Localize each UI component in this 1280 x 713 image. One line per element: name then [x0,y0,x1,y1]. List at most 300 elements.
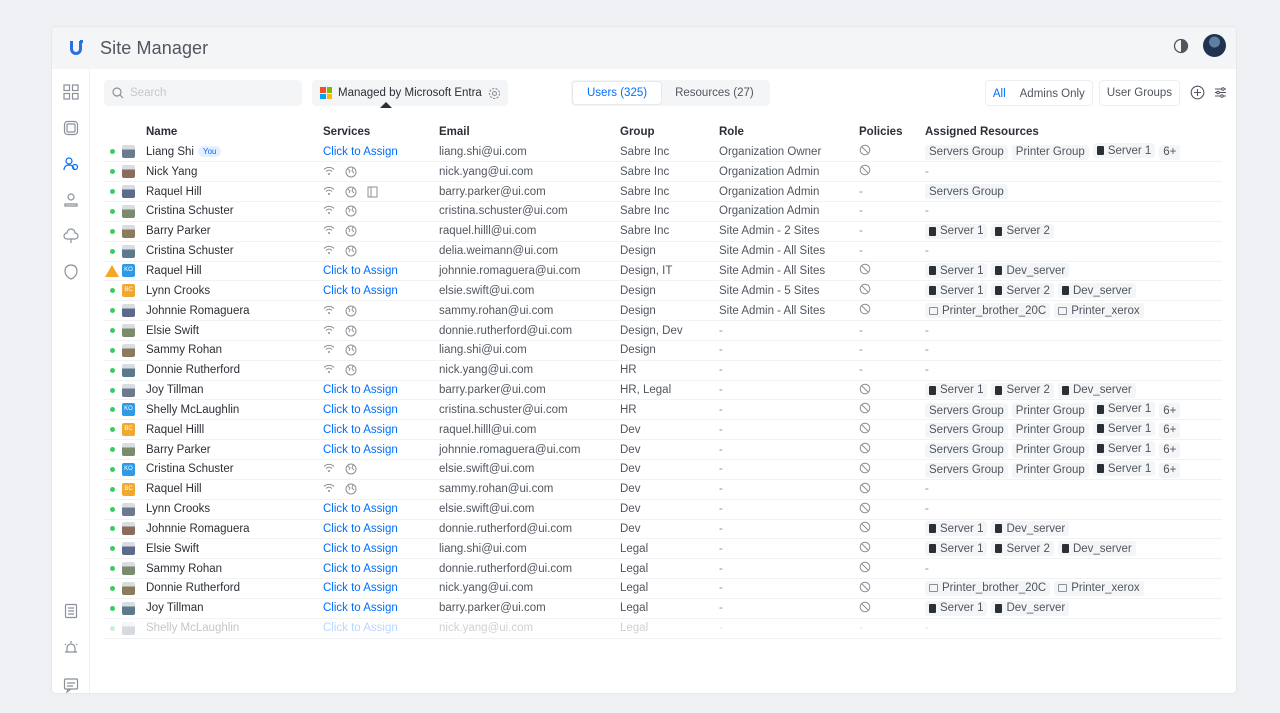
resource-chip[interactable] [925,383,987,398]
resource-label: Printer Group [1015,146,1085,159]
top-bar [52,27,1236,69]
user-email: liang.shi@ui.com [439,145,527,158]
user-group: Legal [620,582,649,595]
policy-icon[interactable] [859,541,871,553]
user-role: - [719,602,723,615]
resource-chip[interactable] [1058,283,1136,298]
online-status-icon [110,586,115,591]
policy-icon[interactable] [859,462,871,474]
header-name[interactable]: Name [146,126,178,138]
service-icons[interactable] [323,305,357,317]
document-icon [367,186,378,198]
resource-chip[interactable] [1012,423,1089,438]
entra-sync-badge[interactable] [312,80,508,106]
resource-label: Server 2 [1006,542,1050,555]
table-row[interactable] [104,598,1222,618]
devices-icon[interactable] [61,118,81,138]
table-row[interactable] [104,499,1222,519]
policy-icon[interactable] [859,164,871,176]
service-icons[interactable] [323,225,357,237]
assign-services-link[interactable]: Click to Assign [323,542,398,555]
resource-chip[interactable] [925,283,987,298]
resource-empty: - [925,344,929,357]
resource-chip[interactable] [991,541,1053,556]
assign-services-link[interactable]: Click to Assign [323,602,398,615]
policy-icon[interactable] [859,502,871,514]
vpn-icon [345,205,357,217]
user-role: - [719,443,723,456]
user-role: - [719,364,723,377]
wifi-icon [323,325,335,335]
resource-chip[interactable] [925,184,1008,199]
add-icon[interactable] [1190,85,1205,100]
resource-chip[interactable] [991,601,1069,616]
vpn-icon [345,344,357,356]
resource-chip[interactable] [1159,423,1180,438]
resource-chip[interactable] [1093,421,1155,436]
filter-user-groups[interactable]: User Groups [1099,80,1180,106]
resource-label: Printer Group [1015,444,1085,457]
resource-label: Servers Group [929,464,1004,477]
policy-empty: - [859,344,863,357]
policy-icon[interactable] [859,422,871,434]
user-role: - [719,503,723,516]
user-name[interactable]: Liang Shi [146,145,194,158]
user-email: nick.yang@ui.com [439,622,534,635]
resource-chip[interactable] [1093,461,1155,476]
user-name[interactable]: Barry Parker [146,225,211,238]
user-name[interactable]: Raquel Hilll [146,423,205,436]
resource-chip[interactable] [925,541,987,556]
resource-chip[interactable] [925,263,987,278]
resource-label: Server 1 [940,284,984,297]
assign-services-link[interactable]: Click to Assign [323,582,398,595]
server-icon [995,524,1002,533]
online-status-icon [110,209,115,214]
policy-icon[interactable] [859,383,871,395]
resource-chip[interactable] [925,601,987,616]
user-role: - [719,582,723,595]
table-row[interactable] [104,261,1222,281]
online-status-icon [110,229,115,234]
wifi-icon [323,245,335,255]
user-name[interactable]: Johnnie Romaguera [146,522,250,535]
user-email: sammy.rohan@ui.com [439,304,554,317]
resource-chip[interactable] [925,423,1008,438]
user-group: Design [620,245,656,258]
service-icons[interactable] [323,483,357,495]
online-status-icon [110,249,115,254]
user-email: nick.yang@ui.com [439,582,534,595]
table-row[interactable] [104,579,1222,599]
vpn-icon [345,186,357,198]
resource-label: Server 1 [1107,144,1152,157]
resource-empty: - [925,205,929,218]
avatar [122,145,135,158]
resource-chip[interactable] [1159,403,1180,418]
user-role: Site Admin - All Sites [719,245,826,258]
resource-chip[interactable] [1093,402,1155,417]
cloud-icon[interactable] [61,226,81,246]
policy-icon[interactable] [859,601,871,613]
user-name[interactable]: Donnie Rutherford [146,364,240,377]
resource-chip[interactable] [1012,403,1089,418]
policy-icon[interactable] [859,561,871,573]
user-role: - [719,483,723,496]
assign-services-link[interactable]: Click to Assign [323,423,398,436]
server-icon [995,386,1002,395]
avatar: KO [122,403,135,416]
user-name[interactable]: Joy Tillman [146,602,204,615]
header-policies[interactable]: Policies [859,126,903,138]
server-icon [1097,405,1104,414]
shield-icon[interactable] [61,262,81,282]
user-role: - [719,622,723,635]
filter-admins-only[interactable]: Admins Only [1019,88,1085,100]
table-row[interactable] [104,142,1222,162]
resource-chip[interactable] [925,403,1008,418]
main-content [90,69,1236,693]
user-group: Sabre Inc [620,165,670,178]
header-group[interactable]: Group [620,126,655,138]
table-row[interactable] [104,202,1222,222]
avatar [122,582,135,595]
user-name[interactable]: Raquel Hill [146,264,202,277]
policy-icon[interactable] [859,283,871,295]
you-badge: You [198,146,222,157]
user-name[interactable]: Barry Parker [146,443,211,456]
table-row[interactable] [104,221,1222,241]
header-email[interactable]: Email [439,126,470,138]
wifi-icon [323,305,335,315]
filter-all[interactable]: All [992,88,1006,100]
resource-chip[interactable] [1054,303,1143,318]
avatar [122,225,135,238]
table-row[interactable] [104,380,1222,400]
resource-chip[interactable] [925,224,987,239]
resource-label: Printer Group [1015,404,1085,417]
assign-services-link[interactable]: Click to Assign [323,503,398,516]
policy-icon[interactable] [859,581,871,593]
resource-chip[interactable] [1012,145,1089,160]
policy-icon[interactable] [859,402,871,414]
table-row[interactable] [104,539,1222,559]
resource-label: Printer Group [1015,424,1085,437]
online-status-icon [110,447,115,452]
header-assigned-resources[interactable]: Assigned Resources [925,126,1039,138]
online-status-icon [110,308,115,313]
user-name[interactable]: Sammy Rohan [146,562,223,575]
resource-chip[interactable] [991,263,1069,278]
service-icons[interactable] [323,325,357,337]
service-icons[interactable] [323,205,357,217]
search-input[interactable] [130,87,290,99]
server-icon [1062,286,1069,295]
dashboard-icon[interactable] [61,82,81,102]
user-group: Sabre Inc [620,205,670,218]
table-row[interactable] [104,559,1222,579]
microsoft-logo-icon [320,87,332,99]
vpn-icon [345,325,357,337]
resource-label: Servers Group [929,404,1004,417]
user-name[interactable]: Raquel Hill [146,185,202,198]
resource-chip[interactable] [1012,443,1089,458]
column-settings-icon[interactable] [1213,85,1228,100]
user-name[interactable]: Johnnie Romaguera [146,304,250,317]
policy-icon[interactable] [859,144,871,156]
wifi-icon [323,205,335,215]
user-role: - [719,384,723,397]
avatar [122,165,135,178]
resource-chip[interactable] [1159,443,1180,458]
resource-label: Dev_server [1006,602,1066,615]
server-icon [995,286,1002,295]
table-row[interactable] [104,241,1222,261]
policy-empty: - [859,205,863,218]
user-name[interactable]: Cristina Schuster [146,245,234,258]
resource-chip[interactable] [925,443,1008,458]
user-email: barry.parker@ui.com [439,384,546,397]
table-row[interactable] [104,162,1222,182]
resource-label: 6+ [1163,444,1177,457]
table-row[interactable] [104,281,1222,301]
access-icon[interactable] [61,190,81,210]
service-icons[interactable] [323,364,357,376]
resource-label: Server 1 [940,264,984,277]
user-group: Design [620,304,656,317]
resource-chip[interactable] [1058,383,1136,398]
gear-icon[interactable] [488,87,501,100]
server-icon [1062,386,1069,395]
avatar [122,344,135,357]
table-row[interactable] [104,618,1222,638]
user-name[interactable]: Elsie Swift [146,324,200,337]
resource-label: Dev_server [1072,284,1132,297]
user-group: Sabre Inc [620,185,670,198]
resource-label: Printer Group [1015,464,1085,477]
ubiquiti-logo-icon[interactable] [66,38,86,58]
user-group: Legal [620,562,649,575]
user-email: sammy.rohan@ui.com [439,483,554,496]
user-email: cristina.schuster@ui.com [439,205,568,218]
header-services[interactable]: Services [323,126,371,138]
user-email: raquel.hilll@ui.com [439,225,537,238]
avatar [122,185,135,198]
wifi-icon [323,186,335,196]
table-row[interactable] [104,519,1222,539]
avatar [122,384,135,397]
theme-toggle-icon[interactable] [1173,38,1189,54]
resource-chip[interactable] [1054,581,1143,596]
search-box[interactable] [104,80,302,106]
users-icon[interactable] [61,154,81,174]
table-row[interactable] [104,301,1222,321]
table-row[interactable] [104,340,1222,360]
table-row[interactable] [104,321,1222,341]
vpn-icon [345,305,357,317]
user-name[interactable]: Shelly McLaughlin [146,622,240,635]
user-name[interactable]: Joy Tillman [146,384,204,397]
resource-label: Servers Group [929,185,1004,198]
assign-services-link[interactable]: Click to Assign [323,145,398,158]
avatar: BC [122,284,135,297]
resource-chip[interactable] [925,581,1050,596]
user-email: donnie.rutherford@ui.com [439,324,573,337]
assign-services-link[interactable]: Click to Assign [323,384,398,397]
avatar [122,542,135,555]
assign-services-link[interactable]: Click to Assign [323,403,398,416]
assign-services-link[interactable]: Click to Assign [323,264,398,277]
resource-label: Server 2 [1006,284,1050,297]
logs-icon[interactable] [61,601,81,621]
table-row[interactable] [104,420,1222,440]
service-icons[interactable] [323,166,357,178]
assign-services-link[interactable]: Click to Assign [323,562,398,575]
resource-chip[interactable] [1093,441,1155,456]
service-icons[interactable] [323,245,357,257]
header-role[interactable]: Role [719,126,744,138]
vpn-icon [345,245,357,257]
avatar [122,205,135,218]
resource-label: Server 1 [940,602,984,615]
user-name[interactable]: Sammy Rohan [146,344,223,357]
user-name[interactable]: Nick Yang [146,165,198,178]
warning-icon[interactable] [105,265,119,277]
user-name[interactable]: Lynn Crooks [146,503,211,516]
user-name[interactable]: Shelly McLaughlin [146,403,240,416]
filter-group [985,80,1180,106]
wifi-icon [323,166,335,176]
resource-chip[interactable] [1159,145,1180,160]
feedback-icon[interactable] [61,675,81,693]
user-role: - [719,463,723,476]
policy-empty: - [859,225,863,238]
resource-label: Dev_server [1006,522,1066,535]
avatar [122,304,135,317]
service-icons[interactable] [323,463,357,475]
user-group: Design [620,344,656,357]
resource-chip[interactable] [1058,541,1136,556]
resource-chip[interactable] [991,383,1053,398]
avatar [122,622,135,635]
resource-chip[interactable] [991,224,1053,239]
resource-empty: - [925,245,929,258]
user-name[interactable]: Cristina Schuster [146,463,234,476]
table-row[interactable] [104,479,1222,499]
wifi-icon [323,344,335,354]
table-row[interactable] [104,440,1222,460]
user-group: HR, Legal [620,384,672,397]
user-role: - [719,423,723,436]
service-icons[interactable] [323,344,357,356]
avatar [122,245,135,258]
user-name[interactable]: Lynn Crooks [146,284,211,297]
resource-chip[interactable] [925,463,1008,478]
resource-chip[interactable] [1012,463,1089,478]
service-icons[interactable] [323,186,378,198]
table-row[interactable] [104,360,1222,380]
table-row[interactable] [104,400,1222,420]
user-role: Organization Admin [719,205,820,218]
printer-icon [929,584,938,592]
server-icon [929,227,936,236]
policy-icon[interactable] [859,482,871,494]
alerts-icon[interactable] [61,638,81,658]
avatar [122,324,135,337]
user-group: Dev [620,443,641,456]
avatar [122,364,135,377]
resource-label: Server 1 [1107,462,1152,475]
resource-chip[interactable] [991,283,1053,298]
resource-chip[interactable] [991,521,1069,536]
resource-chip[interactable] [1159,463,1180,478]
tab-resources[interactable]: Resources (27) [675,87,754,99]
user-group: Sabre Inc [620,145,670,158]
avatar: KO [122,264,135,277]
user-role: Organization Owner [719,145,822,158]
resource-label: Server 1 [1107,403,1152,416]
resource-label: Server 1 [1107,422,1152,435]
resource-empty: - [925,364,929,377]
policy-icon[interactable] [859,263,871,275]
app-title: Site Manager [100,37,209,58]
avatar [122,522,135,535]
resource-label: Dev_server [1072,384,1132,397]
policy-empty: - [859,364,863,377]
assign-services-link[interactable]: Click to Assign [323,622,398,635]
resource-label: Server 1 [940,522,984,535]
user-group: Legal [620,542,649,555]
resource-label: Server 1 [1107,442,1152,455]
user-name[interactable]: Elsie Swift [146,542,200,555]
resource-chip[interactable] [1093,143,1155,158]
resource-label: Printer_brother_20C [942,582,1047,595]
table-row[interactable] [104,460,1222,480]
user-group: Legal [620,602,649,615]
app-window [52,27,1236,693]
avatar [122,562,135,575]
resource-label: 6+ [1163,424,1177,437]
policy-icon[interactable] [859,521,871,533]
avatar: BC [122,423,135,436]
resource-label: Server 1 [940,542,984,555]
user-role: - [719,324,723,337]
user-email: barry.parker@ui.com [439,185,546,198]
resource-empty: - [925,562,929,575]
table-row[interactable] [104,182,1222,202]
resource-chip[interactable] [925,521,987,536]
user-name[interactable]: Raquel Hill [146,483,202,496]
online-status-icon [110,189,115,194]
online-status-icon [110,507,115,512]
resource-chip[interactable] [925,145,1008,160]
assign-services-link[interactable]: Click to Assign [323,284,398,297]
users-table [104,122,1222,639]
resource-label: 6+ [1163,146,1177,159]
user-name[interactable]: Donnie Rutherford [146,582,240,595]
policy-icon[interactable] [859,442,871,454]
user-group: Dev [620,522,641,535]
tab-users[interactable]: Users (325) [573,82,661,104]
user-avatar[interactable] [1203,34,1226,57]
assign-services-link[interactable]: Click to Assign [323,443,398,456]
policy-icon[interactable] [859,303,871,315]
resource-chip[interactable] [925,303,1050,318]
user-name[interactable]: Cristina Schuster [146,205,234,218]
avatar [122,602,135,615]
wifi-icon [323,364,335,374]
assign-services-link[interactable]: Click to Assign [323,522,398,535]
